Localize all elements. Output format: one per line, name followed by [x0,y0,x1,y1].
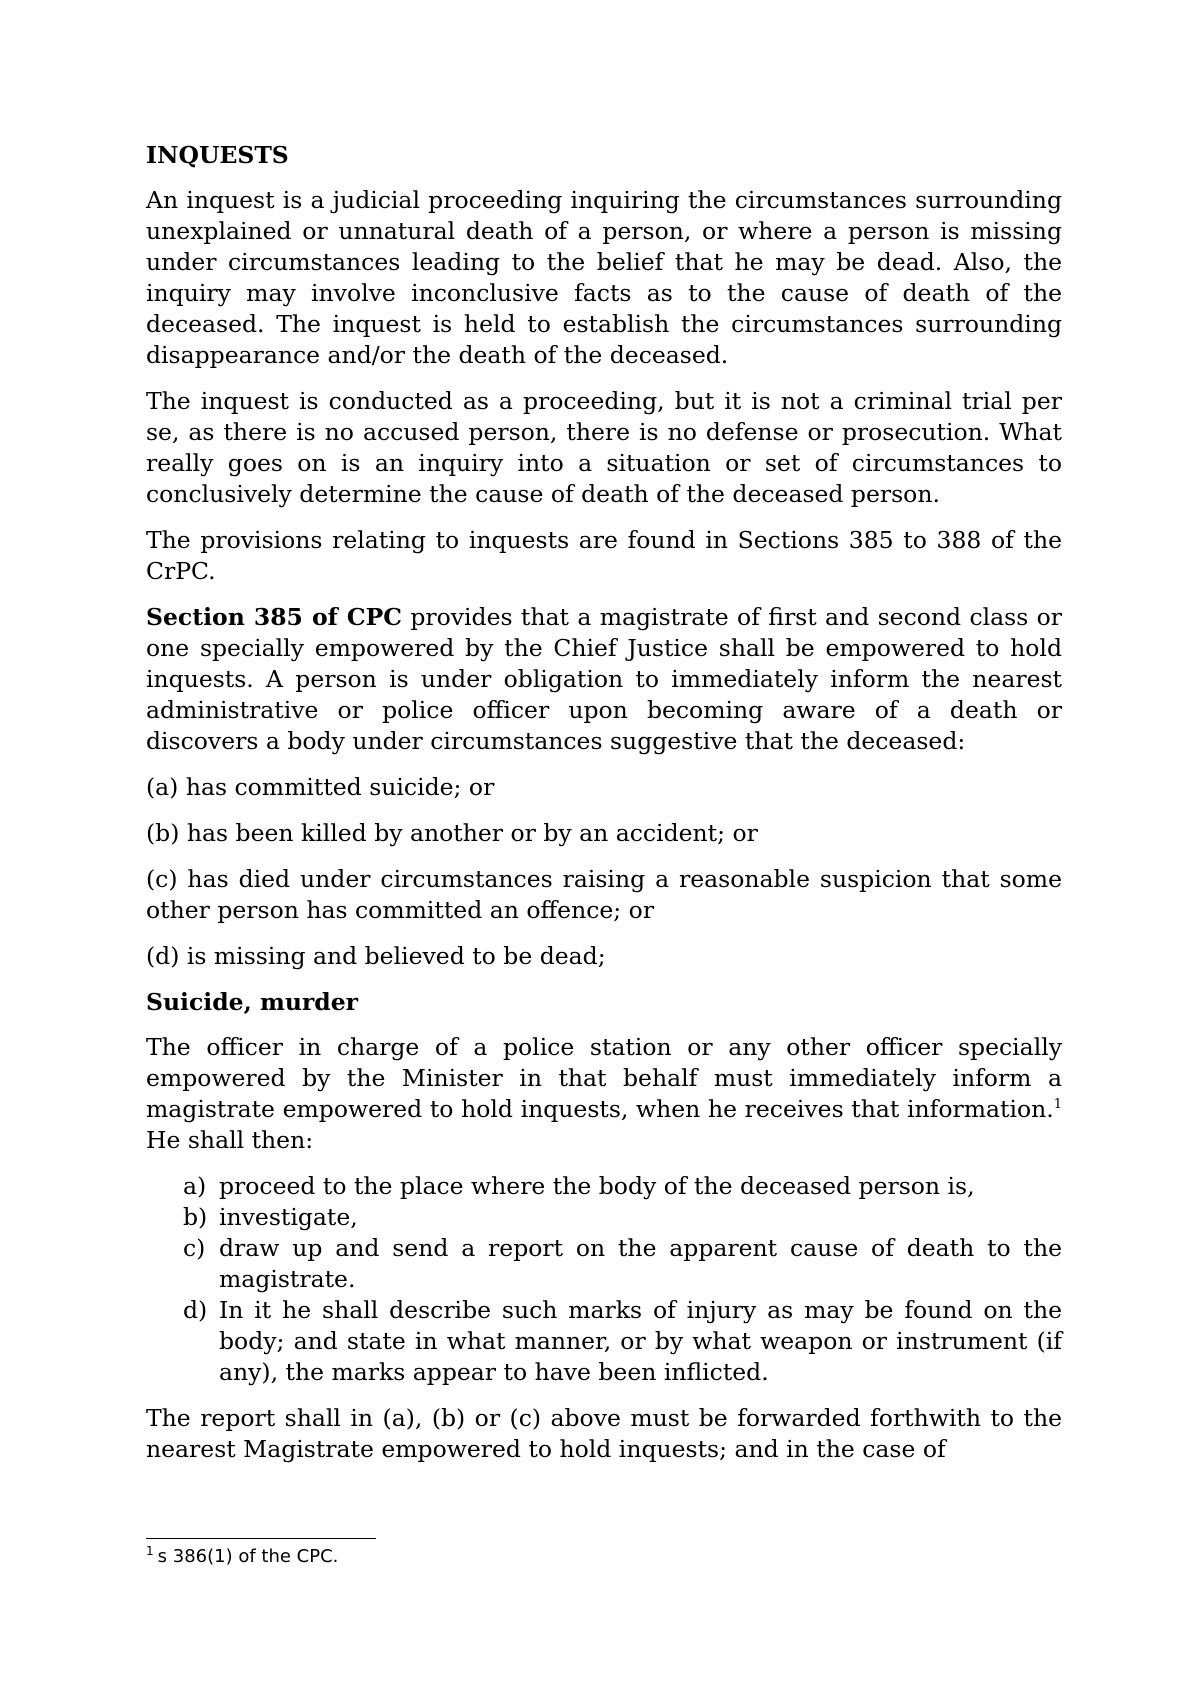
list-item [146,1171,1062,1202]
list-item [146,1233,1062,1295]
footnote-separator [146,1538,376,1539]
paragraph-provisions: The provisions relating to inquests are found in Sections 385 to 388 of the CrPC. [146,526,1062,585]
paragraph-section-385 [146,602,1062,757]
list-item-text: In it he shall describe such marks of injury as may be found on the body; and state in what manner, or by what weapon or instrument (if any), the marks appear to have been inflicted. [219,1296,1062,1386]
clause-b: (b) has been killed by another or by an accident; or [146,819,758,847]
list-marker: b) [183,1203,208,1231]
paragraph-officer [146,1032,1062,1156]
paragraph-report: The report shall in (a), (b) or (c) above must be forwarded forthwith to the nearest Magistrate empowered to hold inquests; and in the case of [146,1404,1062,1463]
section-385-text: provides that a magistrate of first and second class or one specially empowered by the Chief Justice shall be empowered to hold inquests. A person is under obligation to immediately inform the nearest administrative or police officer upon becoming aware of a death or discovers a body under circumstances suggestive that the deceased: [146,603,1063,755]
clause-d: (d) is missing and believed to be dead; [146,942,606,970]
clause-a: (a) has committed suicide; or [146,773,495,801]
officer-text-tail: He shall then: [146,1126,314,1154]
paragraph-definition: An inquest is a judicial proceeding inquiring the circumstances surrounding unexplained or unnatural death of a person, or where a person is missing under circumstances leading to the belief that he may be dead. Also, the inquiry may involve inconclusive facts as to the cause of death of the deceased. The inquest is held to establish the circumstances surrounding disappearance and/or the death of the deceased. [146,186,1062,369]
document-page [146,140,1062,1480]
list-marker: a) [183,1172,207,1200]
footnote-reference[interactable]: 1 [1053,1097,1062,1113]
paragraph-nature: The inquest is conducted as a proceeding, but it is not a criminal trial per se, as there is no accused person, there is no defense or prosecution. What really goes on is an inquiry into a situation or set of circumstances to conclusively determine the cause of death of the deceased person. [146,387,1062,508]
list-marker: c) [183,1234,206,1262]
clause-c: (c) has died under circumstances raising a reasonable suspicion that some other person has committed an offence; or [146,865,1062,924]
list-marker: d) [183,1296,208,1324]
footnote-text: s 386(1) of the CPC. [157,1546,339,1567]
list-item-text: proceed to the place where the body of the deceased person is, [219,1172,975,1200]
section-reference: Section 385 of CPC [146,603,402,631]
list-item [146,1202,1062,1233]
list-item-text: draw up and send a report on the apparent cause of death to the magistrate. [219,1234,1062,1293]
subheading: Suicide, murder [146,988,359,1016]
list-item [146,1295,1062,1388]
officer-text: The officer in charge of a police station or any other officer specially empowered by the Minister in that behalf must immediately inform a magistrate empowered to hold inquests, when he receives that information. [146,1033,1062,1123]
list-item-text: investigate, [219,1203,358,1231]
page-title: INQUESTS [146,141,289,169]
duties-list [146,1171,1062,1388]
footnote-number: 1 [146,1544,154,1558]
footnote [146,1546,338,1568]
